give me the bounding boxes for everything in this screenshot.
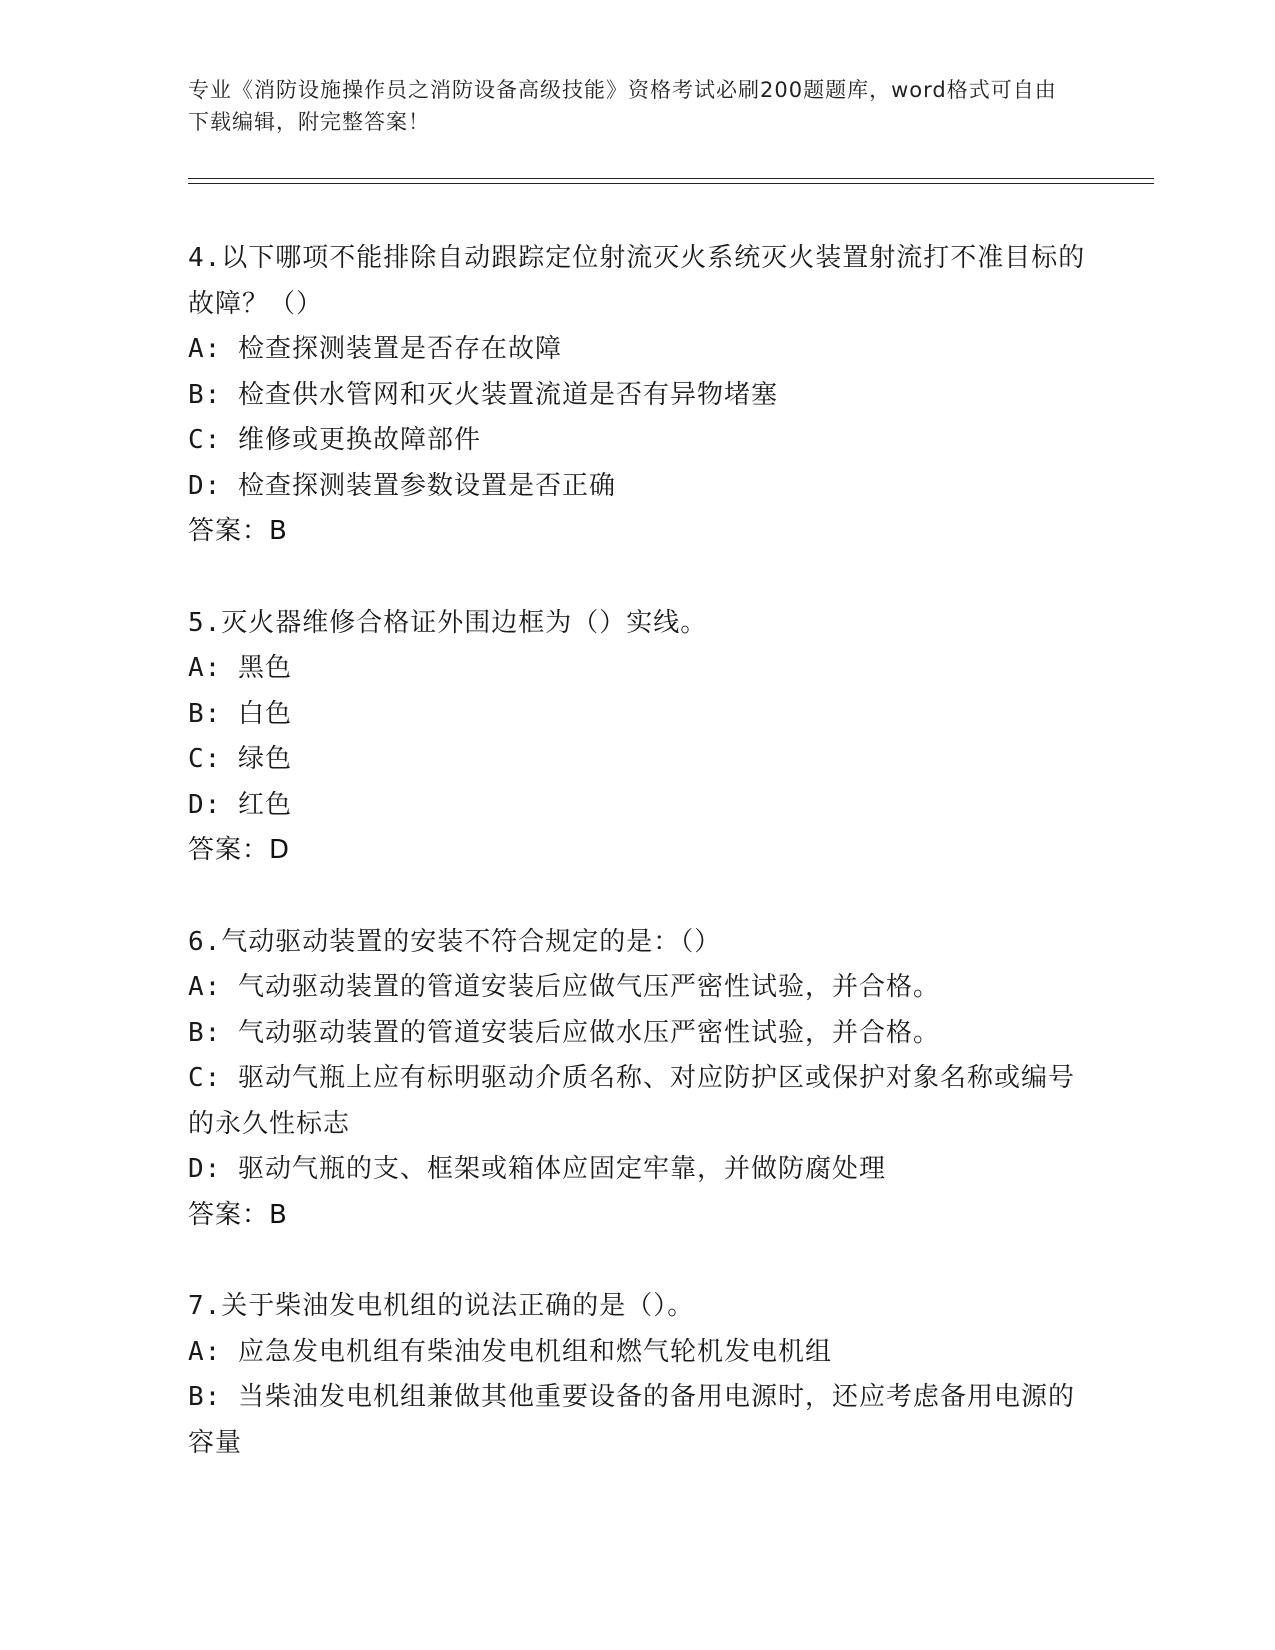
option-b: B: 白色: [188, 698, 292, 729]
option-b: B: 检查供水管网和灭火装置流道是否有异物堵塞: [188, 379, 778, 410]
option-a: A: 气动驱动装置的管道安装后应做气压严密性试验，并合格。: [188, 972, 940, 1002]
question-item: [188, 920, 1088, 1239]
document-header: 专业《消防设施操作员之消防设备高级技能》资格考试必刷200题题库，word格式可自由下载编辑，附完整答案！: [188, 78, 1057, 134]
option-a: A: 应急发电机组有柴油发电机组和燃气轮机发电机组: [188, 1336, 832, 1367]
question-item: [188, 1284, 1088, 1466]
header-divider-top: [188, 178, 1154, 179]
header-divider-bottom: [188, 183, 1154, 184]
question-stem: 5.灭火器维修合格证外围边框为（）实线。: [188, 607, 708, 638]
option-d: D: 驱动气瓶的支、框架或箱体应固定牢靠，并做防腐处理: [188, 1154, 886, 1184]
question-stem: 7.关于柴油发电机组的说法正确的是（）。: [188, 1291, 695, 1321]
option-c: C: 绿色: [188, 744, 292, 774]
option-b: B: 气动驱动装置的管道安装后应做水压严密性试验，并合格。: [188, 1017, 940, 1048]
question-item: [188, 601, 1088, 874]
option-d: D: 检查探测装置参数设置是否正确: [188, 470, 616, 501]
option-a: A: 检查探测装置是否存在故障: [188, 334, 562, 364]
option-d: D: 红色: [188, 789, 292, 820]
option-c: C: 驱动气瓶上应有标明驱动介质名称、对应防护区或保护对象名称或编号的永久性标志: [188, 1063, 1075, 1139]
answer-line: 答案：D: [188, 835, 291, 865]
question-stem: 6.气动驱动装置的安装不符合规定的是：（）: [188, 926, 722, 957]
answer-line: 答案：B: [188, 516, 288, 546]
question-item: [188, 236, 1088, 555]
question-stem: 4.以下哪项不能排除自动跟踪定位射流灭火系统灭火装置射流打不准目标的故障？（）: [188, 243, 1086, 319]
option-b: B: 当柴油发电机组兼做其他重要设备的备用电源时，还应考虑备用电源的容量: [188, 1382, 1075, 1458]
question-list: [188, 236, 1088, 1512]
option-c: C: 维修或更换故障部件: [188, 425, 481, 455]
option-a: A: 黑色: [188, 653, 292, 683]
answer-line: 答案：B: [188, 1199, 288, 1230]
